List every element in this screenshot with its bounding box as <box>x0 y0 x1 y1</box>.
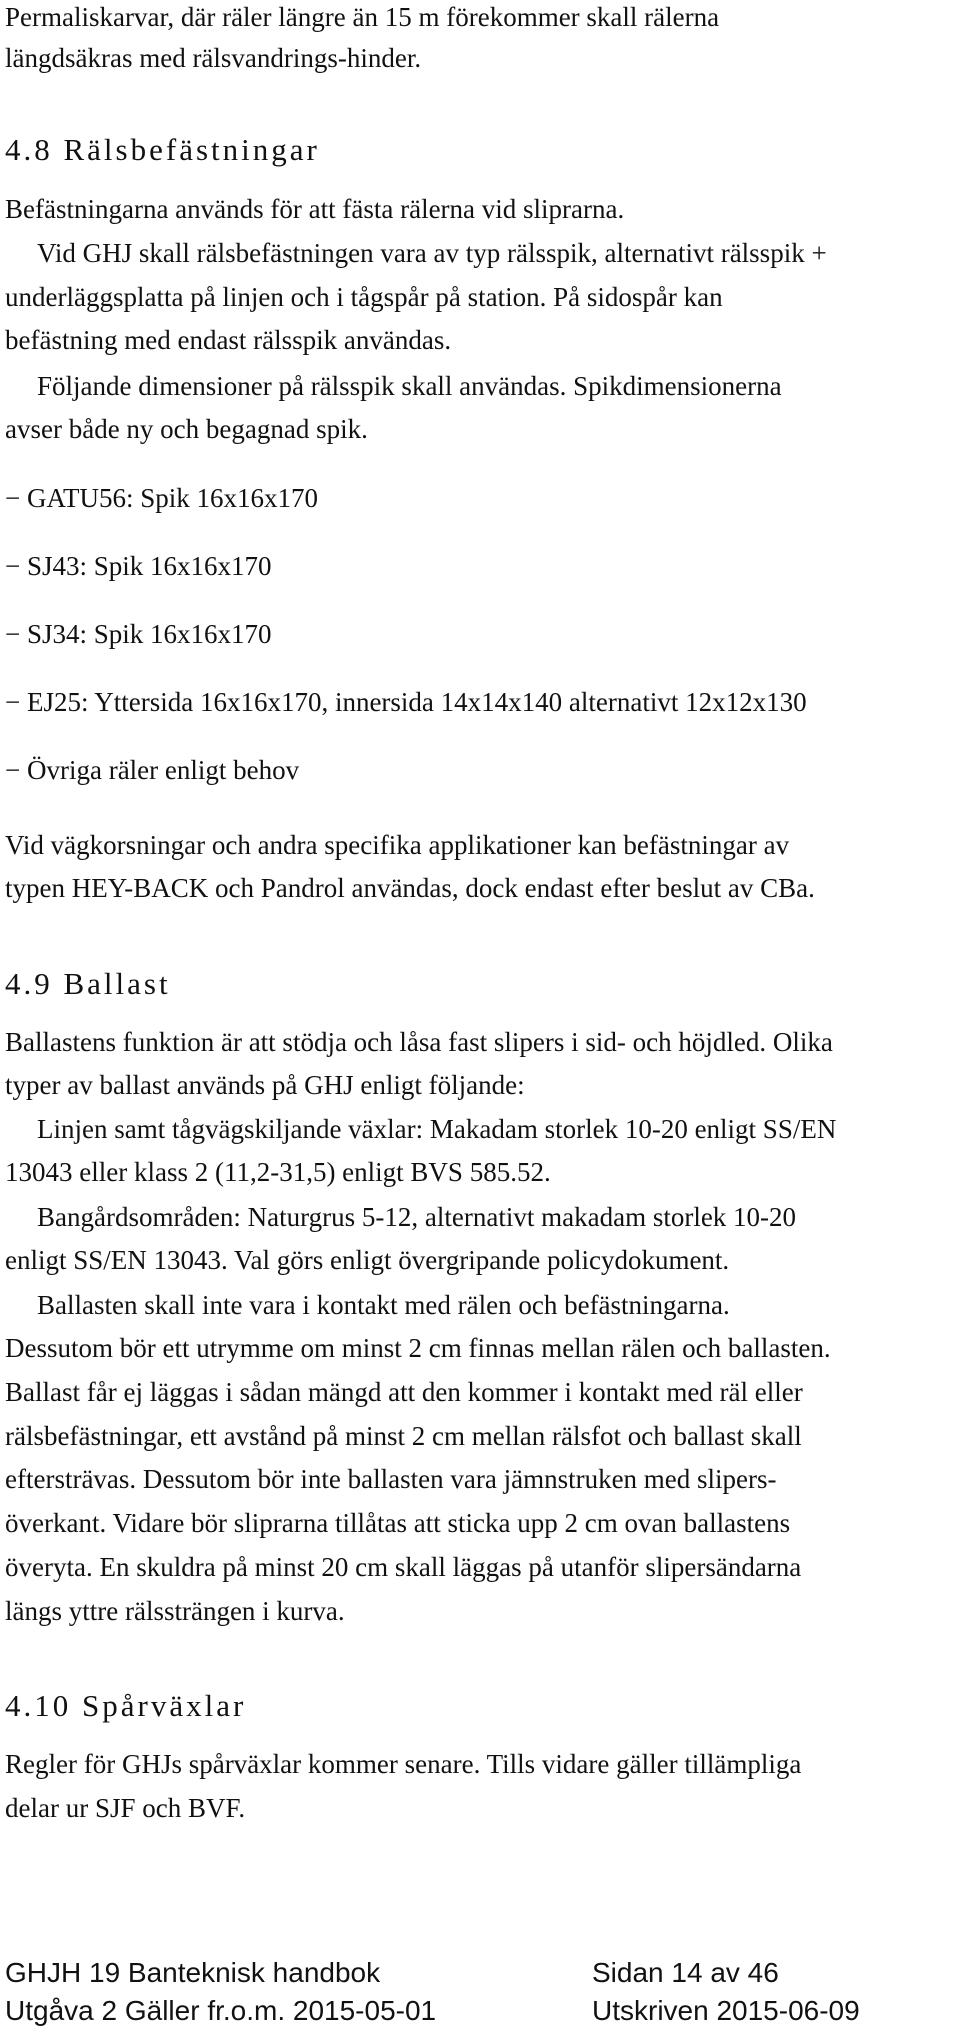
paragraph-line: delar ur SJF och BVF. <box>5 1793 246 1823</box>
paragraph-line: avser både ny och begagnad spik. <box>5 414 368 444</box>
paragraph-line: Ballastens funktion är att stödja och låsa fast slipers i sid- och höjdled. Olika <box>5 1027 833 1057</box>
paragraph-line: enligt SS/EN 13043. Val görs enligt övergripande policydokument. <box>5 1245 730 1275</box>
paragraph-line: Befästningarna används för att fästa rälerna vid sliprarna. <box>5 194 625 224</box>
list-item: − SJ34: Spik 16x16x170 <box>5 619 272 649</box>
paragraph-line: överkant. Vidare bör sliprarna tillåtas att sticka upp 2 cm ovan ballastens <box>5 1508 791 1538</box>
paragraph-line: Följande dimensioner på rälsspik skall användas. Spikdimensionerna <box>37 371 782 401</box>
paragraph-line: Dessutom bör ett utrymme om minst 2 cm finnas mellan rälen och ballasten. <box>5 1333 831 1363</box>
paragraph-line: Regler för GHJs spårväxlar kommer senare. Tills vidare gäller tillämpliga <box>5 1749 802 1779</box>
paragraph-line: Bangårdsområden: Naturgrus 5-12, alternativt makadam storlek 10-20 <box>37 1202 797 1232</box>
list-item: − SJ43: Spik 16x16x170 <box>5 551 272 581</box>
intro-line-1: Permaliskarvar, där räler längre än 15 m förekommer skall rälerna <box>5 2 720 32</box>
paragraph-line: Ballasten skall inte vara i kontakt med rälen och befästningarna. <box>37 1290 730 1320</box>
list-item: − EJ25: Yttersida 16x16x170, innersida 14x14x140 alternativt 12x12x130 <box>5 687 807 717</box>
section-heading-4-9: 4.9 Ballast <box>5 966 171 1001</box>
paragraph-line: befästning med endast rälsspik användas. <box>5 325 452 355</box>
footer-page-number: Sidan 14 av 46 <box>592 1957 779 1988</box>
paragraph-line: underläggsplatta på linjen och i tågspår på station. På sidospår kan <box>5 282 723 312</box>
paragraph-line: eftersträvas. Dessutom bör inte ballasten vara jämnstruken med slipers- <box>5 1464 777 1494</box>
paragraph-line: Vid vägkorsningar och andra specifika applikationer kan befästningar av <box>5 830 790 860</box>
paragraph-line: Linjen samt tågvägskiljande växlar: Makadam storlek 10-20 enligt SS/EN <box>37 1114 837 1144</box>
paragraph-line: typer av ballast används på GHJ enligt följande: <box>5 1070 525 1100</box>
list-item: − GATU56: Spik 16x16x170 <box>5 483 318 513</box>
paragraph-line: 13043 eller klass 2 (11,2-31,5) enligt BVS 585.52. <box>5 1157 551 1187</box>
footer-edition: Utgåva 2 Gäller fr.o.m. 2015-05-01 <box>5 1995 437 2026</box>
section-heading-4-10: 4.10 Spårväxlar <box>5 1688 247 1723</box>
list-item: − Övriga räler enligt behov <box>5 755 300 785</box>
footer-print-date: Utskriven 2015-06-09 <box>592 1995 860 2026</box>
paragraph-line: rälsbefästningar, ett avstånd på minst 2 cm mellan rälsfot och ballast skall <box>5 1421 802 1451</box>
paragraph-line: Ballast får ej läggas i sådan mängd att den kommer i kontakt med räl eller <box>5 1377 803 1407</box>
intro-line-2: längdsäkras med rälsvandrings-hinder. <box>5 43 422 73</box>
section-heading-4-8: 4.8 Rälsbefästningar <box>5 132 320 167</box>
paragraph-line: Vid GHJ skall rälsbefästningen vara av typ rälsspik, alternativt rälsspik + <box>37 238 827 268</box>
paragraph-line: överyta. En skuldra på minst 20 cm skall läggas på utanför slipersändarna <box>5 1552 802 1582</box>
paragraph-line: typen HEY-BACK och Pandrol användas, dock endast efter beslut av CBa. <box>5 873 815 903</box>
paragraph-line: längs yttre rälssträngen i kurva. <box>5 1596 345 1626</box>
footer-document-title: GHJH 19 Banteknisk handbok <box>5 1957 381 1988</box>
